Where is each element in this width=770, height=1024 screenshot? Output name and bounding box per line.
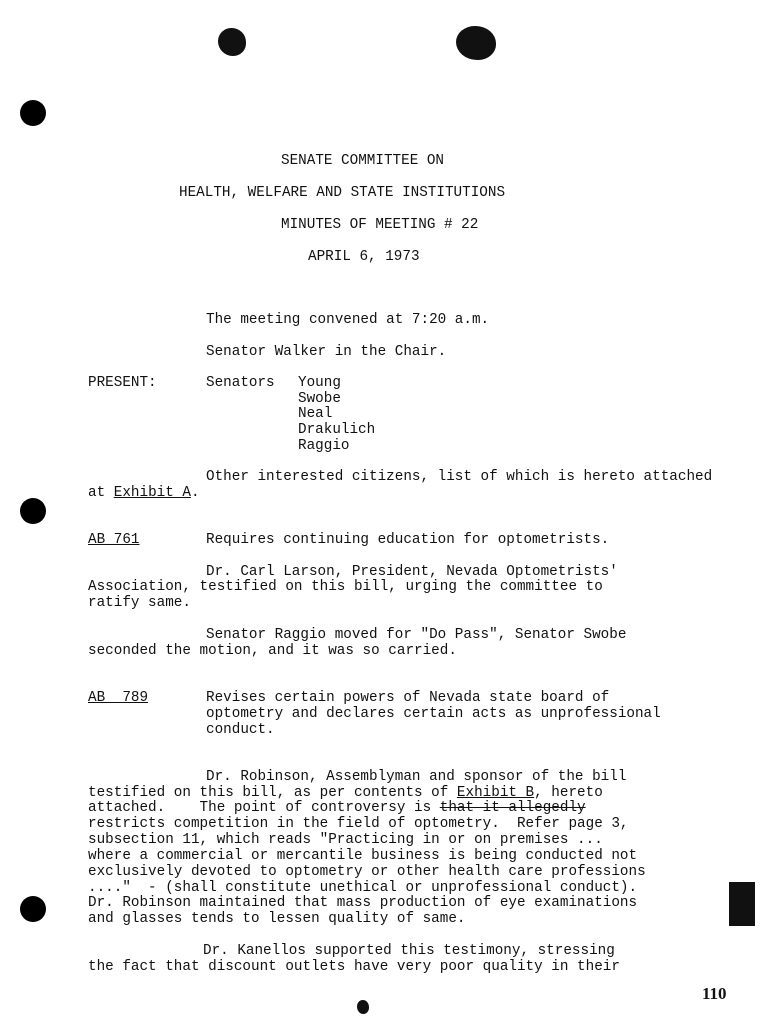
others-line-2	[88, 485, 200, 501]
punch-hole-middle	[20, 498, 46, 524]
ab761-paragraph-line: ratify same.	[88, 595, 191, 611]
ab789-testimony-line: subsection 11, which reads "Practicing in or on premises ...	[88, 832, 603, 848]
ab789-support-line: the fact that discount outlets have very poor quality in their	[88, 959, 620, 975]
ab789-label: AB 789	[88, 690, 149, 706]
exhibit-a-reference: Exhibit A	[113, 485, 191, 501]
senators-label: Senators	[206, 375, 275, 391]
ab789-testimony-line: restricts competition in the field of optometry. Refer page 3,	[88, 816, 629, 832]
ab789-testimony-line: ...." - (shall constitute unethical or unprofessional conduct).	[88, 880, 638, 896]
ab789-title-line: conduct.	[206, 722, 275, 738]
header-line-1: SENATE COMMITTEE ON	[281, 153, 445, 169]
senator-name: Young	[298, 375, 341, 391]
senator-name: Drakulich	[298, 422, 376, 438]
ab761-label: AB 761	[88, 532, 140, 548]
ink-blot-bottom	[357, 1000, 369, 1014]
senator-name: Raggio	[298, 438, 350, 454]
others-prefix: at	[88, 485, 114, 501]
ink-blot-right	[456, 26, 496, 60]
others-suffix: .	[190, 485, 200, 501]
header-line-3: MINUTES OF MEETING # 22	[281, 217, 479, 233]
exhibit-b-reference: Exhibit B	[456, 785, 535, 801]
ab789-testimony-line	[88, 800, 586, 816]
punch-hole-bottom	[20, 896, 46, 922]
testimony-suffix: , hereto	[534, 785, 603, 801]
ab789-testimony-line	[88, 785, 603, 801]
ab789-testimony-line: Dr. Robinson, Assemblyman and sponsor of the bill	[206, 769, 627, 785]
senator-name: Neal	[298, 406, 333, 422]
header-line-4: APRIL 6, 1973	[308, 249, 420, 265]
present-label: PRESENT:	[88, 375, 157, 391]
convened-text: The meeting convened at 7:20 a.m.	[206, 312, 490, 328]
ab789-title-line: optometry and declares certain acts as unprofessional	[206, 706, 661, 722]
testimony-prefix: testified on this bill, as per contents of	[88, 785, 457, 801]
ab789-support-line: Dr. Kanellos supported this testimony, stressing	[203, 943, 615, 959]
others-line-1: Other interested citizens, list of which is hereto attached	[206, 469, 713, 485]
ab789-testimony-line: Dr. Robinson maintained that mass production of eye examinations	[88, 895, 638, 911]
controversy-prefix: attached. The point of controversy is	[88, 800, 440, 816]
ab761-title: Requires continuing education for optometrists.	[206, 532, 610, 548]
header-line-2: HEALTH, WELFARE AND STATE INSTITUTIONS	[179, 185, 506, 201]
ab761-paragraph-line: Dr. Carl Larson, President, Nevada Optometrists'	[206, 564, 618, 580]
ab761-motion-line: seconded the motion, and it was so carried.	[88, 643, 457, 659]
ab789-testimony-line: and glasses tends to lessen quality of same.	[88, 911, 466, 927]
ab789-title-line: Revises certain powers of Nevada state board of	[206, 690, 610, 706]
punch-hole-top	[20, 100, 46, 126]
page-number: 110	[702, 984, 727, 1003]
senator-name: Swobe	[298, 391, 341, 407]
ink-blot-left	[218, 28, 246, 56]
ab789-testimony-line: exclusively devoted to optometry or other health care professions	[88, 864, 646, 880]
margin-mark	[729, 882, 755, 926]
struck-text: that it allegedly	[439, 800, 586, 816]
chair-text: Senator Walker in the Chair.	[206, 344, 447, 360]
ab761-paragraph-line: Association, testified on this bill, urging the committee to	[88, 579, 603, 595]
ab789-testimony-line: where a commercial or mercantile business is being conducted not	[88, 848, 638, 864]
ab761-motion-line: Senator Raggio moved for "Do Pass", Senator Swobe	[206, 627, 627, 643]
